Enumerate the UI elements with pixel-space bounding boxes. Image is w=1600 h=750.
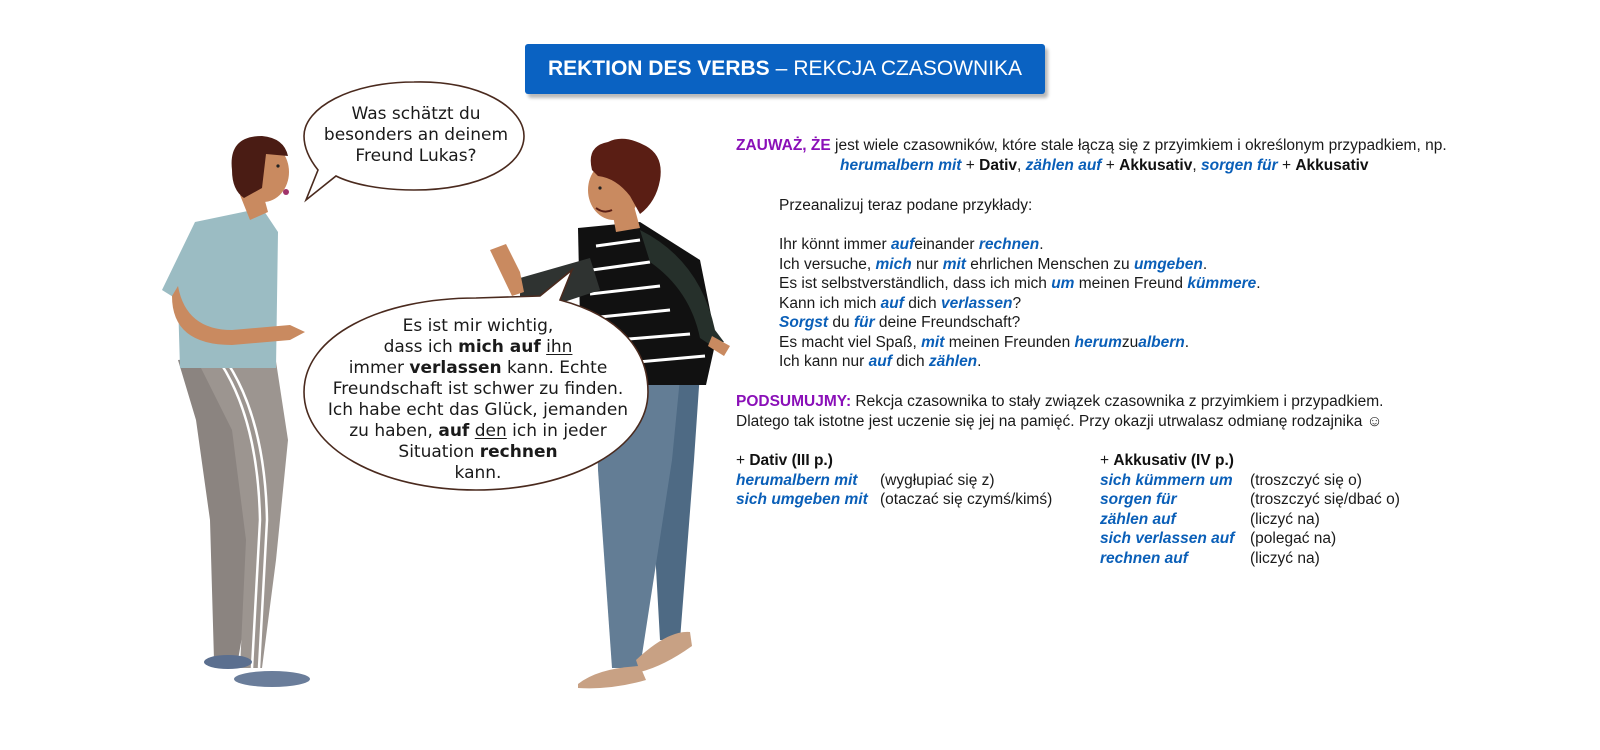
text: . bbox=[1184, 334, 1190, 351]
text: Situation bbox=[398, 442, 480, 462]
text: Ihr könnt immer bbox=[779, 236, 891, 253]
text: kann. Echte bbox=[501, 358, 608, 378]
summary-line-2: Dlatego tak istotne jest uczenie się jej na pamięć. Przy okazji utrwalasz odmianę rodzajnika ☺ bbox=[736, 413, 1383, 430]
plus: + bbox=[1100, 452, 1114, 469]
answer-line: kann. bbox=[454, 463, 502, 483]
translation: (troszczyć się o) bbox=[1250, 471, 1362, 489]
highlight: mit bbox=[921, 334, 945, 351]
example-verb: zählen auf bbox=[1025, 157, 1102, 174]
text: dich bbox=[891, 353, 929, 370]
text: . bbox=[1256, 275, 1261, 292]
example-sentence-3 bbox=[779, 275, 1261, 293]
verb: herumalbern mit bbox=[736, 471, 858, 489]
text: Es ist selbstverständlich, dass ich mich bbox=[779, 275, 1052, 292]
plus: + bbox=[961, 157, 980, 174]
text: zu haben, bbox=[349, 421, 439, 441]
underlined-pronoun: ihn bbox=[546, 337, 573, 357]
highlight-verb: verlassen bbox=[409, 358, 502, 378]
separator: , bbox=[1192, 157, 1201, 174]
text: zu bbox=[1121, 334, 1139, 351]
notice-label: ZAUWAŻ, ŻE bbox=[736, 137, 831, 154]
text: dich bbox=[903, 295, 941, 312]
text: ich in jeder bbox=[506, 421, 607, 441]
translation: (liczyć na) bbox=[1250, 549, 1320, 567]
highlight: mit bbox=[942, 256, 966, 273]
example-verb: sorgen für bbox=[1200, 157, 1278, 174]
answer-line bbox=[318, 442, 638, 463]
person-left-figure bbox=[162, 136, 310, 687]
question-line: Was schätzt du bbox=[351, 104, 481, 124]
answer-line bbox=[318, 358, 638, 379]
akkusativ-item bbox=[1100, 530, 1400, 550]
text: Ich kann nur bbox=[779, 353, 869, 370]
answer-line bbox=[318, 421, 638, 442]
plus: + bbox=[1277, 157, 1296, 174]
plus: + bbox=[1101, 157, 1120, 174]
verb: sich kümmern um bbox=[1100, 471, 1233, 489]
highlight: um bbox=[1051, 275, 1075, 292]
verb: sich umgeben mit bbox=[736, 491, 868, 508]
highlight: kümmere bbox=[1187, 275, 1257, 292]
highlight: herum bbox=[1074, 334, 1122, 351]
text: immer bbox=[348, 358, 410, 378]
title-polish: REKCJA CZASOWNIKA bbox=[793, 57, 1023, 80]
translation: (wygłupiać się z) bbox=[880, 471, 995, 489]
text: meinen Freund bbox=[1074, 275, 1188, 292]
highlight: albern bbox=[1138, 334, 1185, 351]
text: ? bbox=[1012, 295, 1022, 312]
text: nur bbox=[911, 256, 943, 273]
highlight-preposition: auf bbox=[438, 421, 470, 441]
dativ-header bbox=[736, 452, 1052, 472]
text: . bbox=[1039, 236, 1044, 253]
highlight: mich bbox=[875, 256, 912, 273]
summary-text: Rekcja czasownika to stały związek czasownika z przyimkiem i przypadkiem. bbox=[851, 393, 1384, 410]
example-sentence-5 bbox=[779, 314, 1020, 332]
highlight: auf bbox=[868, 353, 892, 370]
text: Kann ich mich bbox=[779, 295, 881, 312]
case-header: Dativ (III p.) bbox=[749, 452, 833, 469]
text: ehrlichen Menschen zu bbox=[965, 256, 1134, 273]
dativ-list bbox=[736, 452, 1052, 511]
answer-line bbox=[318, 337, 638, 358]
title-german: REKTION DES VERBS bbox=[547, 57, 770, 80]
highlight: Sorgst bbox=[779, 314, 829, 331]
separator: , bbox=[1017, 157, 1026, 174]
highlight: auf bbox=[890, 236, 915, 253]
case-header: Akkusativ (IV p.) bbox=[1113, 452, 1234, 469]
example-sentence-4 bbox=[779, 295, 1021, 313]
highlight: zählen bbox=[928, 353, 978, 370]
case-label: Akkusativ bbox=[1119, 157, 1193, 174]
akkusativ-item bbox=[1100, 550, 1400, 570]
verb: rechnen auf bbox=[1100, 549, 1188, 567]
text: . bbox=[977, 353, 982, 370]
title-separator: – bbox=[775, 57, 788, 80]
notice-line bbox=[736, 137, 1447, 155]
plus: + bbox=[736, 452, 750, 469]
verb: sich verlassen auf bbox=[1100, 530, 1235, 547]
text: . bbox=[1202, 256, 1208, 273]
text: einander bbox=[914, 236, 979, 253]
translation: (troszczyć się/dbać o) bbox=[1250, 491, 1400, 508]
notice-text: jest wiele czasowników, które stale łączą się z przyimkiem i określonym przypadkiem, np. bbox=[830, 137, 1447, 154]
translation: (polegać na) bbox=[1250, 530, 1337, 547]
case-label: Dativ bbox=[979, 157, 1018, 174]
text: meinen Freunden bbox=[944, 334, 1075, 351]
dativ-item bbox=[736, 472, 1052, 492]
highlight: verlassen bbox=[940, 295, 1013, 312]
answer-bubble-text bbox=[318, 316, 638, 484]
akkusativ-item bbox=[1100, 511, 1400, 531]
translation: (otaczać się czymś/kimś) bbox=[880, 491, 1053, 508]
analyze-prompt: Przeanalizuj teraz podane przykłady: bbox=[779, 197, 1033, 214]
highlight: für bbox=[853, 314, 875, 331]
translation: (liczyć na) bbox=[1250, 510, 1320, 528]
underlined-article: den bbox=[474, 421, 507, 441]
text: deine Freundschaft? bbox=[874, 314, 1021, 331]
example-sentence-6 bbox=[779, 334, 1189, 352]
answer-line: Ich habe echt das Glück, jemanden bbox=[327, 400, 629, 420]
akkusativ-item bbox=[1100, 491, 1400, 511]
example-sentence-1 bbox=[779, 236, 1044, 254]
akkusativ-list bbox=[1100, 452, 1400, 569]
example-sentence-7 bbox=[779, 353, 981, 371]
text: Es macht viel Spaß, bbox=[779, 334, 922, 351]
case-label: Akkusativ bbox=[1295, 157, 1369, 174]
highlight-verb: rechnen bbox=[479, 442, 558, 462]
answer-line: Es ist mir wichtig, bbox=[402, 316, 554, 336]
akkusativ-header bbox=[1100, 452, 1400, 472]
question-bubble-text bbox=[312, 104, 520, 167]
verb: sorgen für bbox=[1100, 491, 1177, 508]
akkusativ-item bbox=[1100, 472, 1400, 492]
text: Ich versuche, bbox=[779, 256, 876, 273]
dativ-item bbox=[736, 491, 1052, 511]
answer-line: Freundschaft ist schwer zu finden. bbox=[332, 379, 624, 399]
example-sentence-2 bbox=[779, 256, 1207, 274]
summary-line-1 bbox=[736, 393, 1383, 411]
highlight: auf bbox=[880, 295, 904, 312]
question-line: besonders an deinem bbox=[323, 125, 509, 145]
verb: zählen auf bbox=[1100, 510, 1176, 528]
question-line: Freund Lukas? bbox=[355, 146, 477, 166]
example-verb: herumalbern mit bbox=[840, 157, 962, 174]
text: du bbox=[828, 314, 854, 331]
summary-label: PODSUMUJMY: bbox=[736, 393, 852, 410]
notice-examples bbox=[840, 157, 1369, 175]
text: dass ich bbox=[383, 337, 459, 357]
highlight: rechnen bbox=[978, 236, 1040, 253]
highlight: umgeben bbox=[1133, 256, 1203, 273]
highlight-verb: mich auf bbox=[458, 337, 541, 357]
